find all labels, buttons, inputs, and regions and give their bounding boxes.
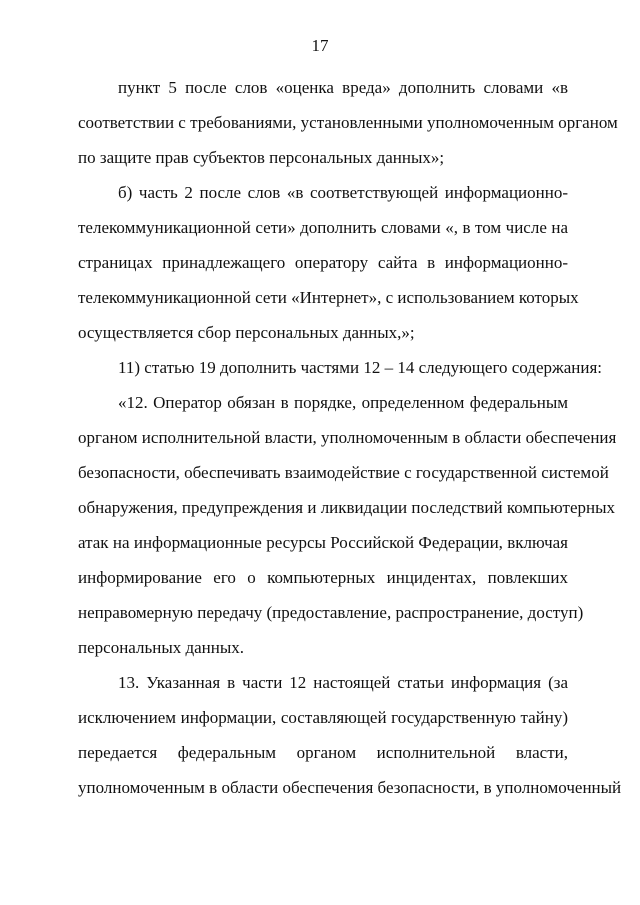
text-line: информирование его о компьютерных инцидентах, повлекших	[78, 568, 568, 587]
text-line: «12. Оператор обязан в порядке, определенном федеральным	[118, 393, 568, 412]
text-line: 11) статью 19 дополнить частями 12 – 14 следующего содержания:	[118, 358, 603, 377]
text-line: по защите прав субъектов персональных данных»;	[78, 148, 445, 167]
text-line: осуществляется сбор персональных данных,»;	[78, 323, 415, 342]
text-line: органом исполнительной власти, уполномоченным в области обеспечения	[78, 428, 617, 447]
text-line: неправомерную передачу (предоставление, распространение, доступ)	[78, 603, 584, 622]
text-line: телекоммуникационной сети «Интернет», с использованием которых	[78, 288, 579, 307]
page-number: 17	[311, 36, 329, 55]
text-line: безопасности, обеспечивать взаимодействие с государственной системой	[78, 463, 609, 482]
text-line: страницах принадлежащего оператору сайта в информационно-	[78, 253, 568, 272]
text-line: исключением информации, составляющей государственную тайну)	[78, 708, 568, 727]
text-line: телекоммуникационной сети» дополнить словами «, в том числе на	[78, 218, 568, 237]
text-line: б) часть 2 после слов «в соответствующей информационно-	[118, 183, 568, 202]
text-line: соответствии с требованиями, установленными уполномоченным органом	[78, 113, 618, 132]
text-line: передается федеральным органом исполнительной власти,	[78, 743, 568, 762]
text-line: персональных данных.	[78, 638, 245, 657]
text-line: пункт 5 после слов «оценка вреда» дополнить словами «в	[118, 78, 568, 97]
text-line: 13. Указанная в части 12 настоящей статьи информация (за	[118, 673, 568, 692]
text-line: обнаружения, предупреждения и ликвидации последствий компьютерных	[78, 498, 616, 517]
text-line: атак на информационные ресурсы Российской Федерации, включая	[78, 533, 568, 552]
text-line: уполномоченным в области обеспечения безопасности, в уполномоченный	[78, 778, 622, 797]
